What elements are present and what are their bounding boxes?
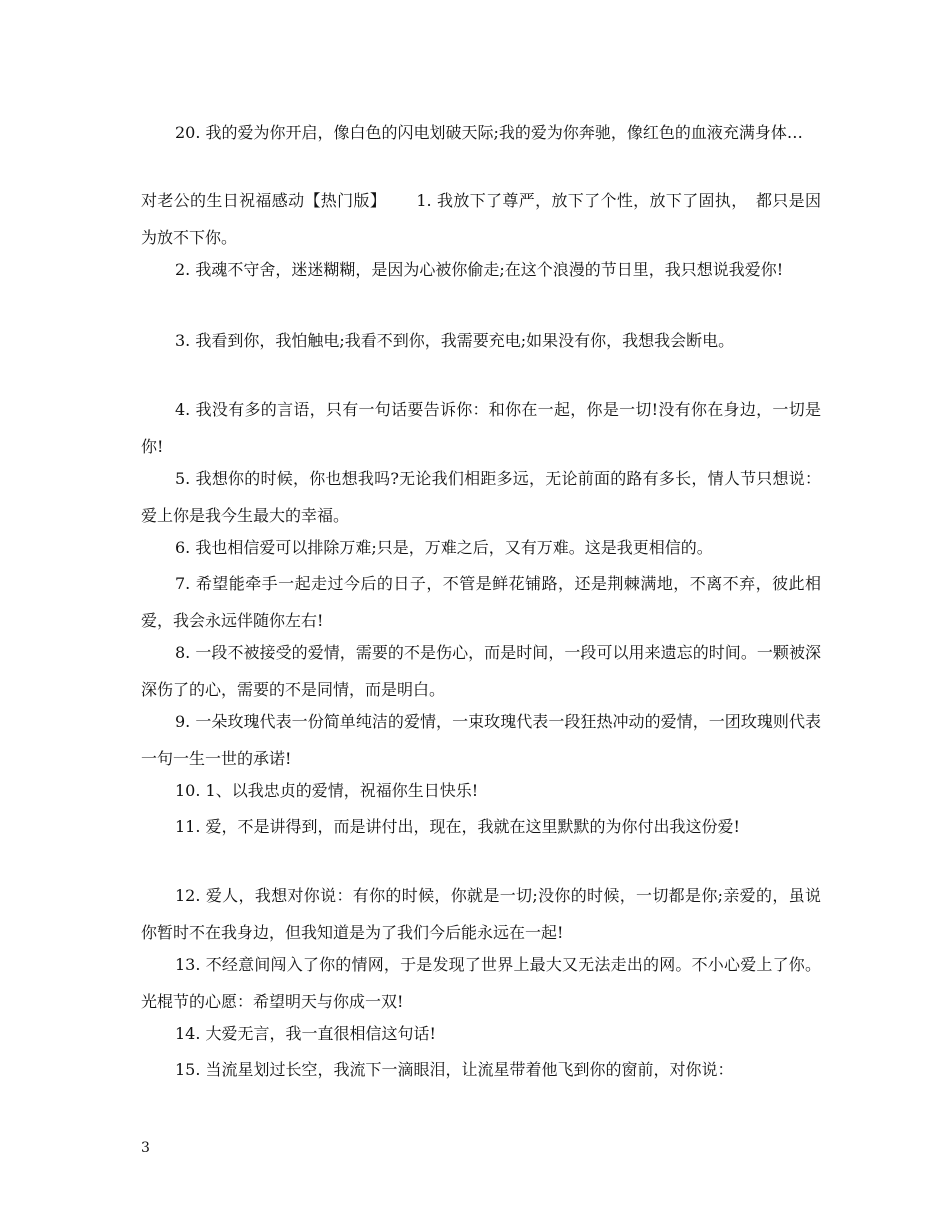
- paragraph-15: 15. 当流星划过长空，我流下一滴眼泪，让流星带着他飞到你的窗前，对你说：: [175, 1060, 734, 1079]
- paragraph-13: 13. 不经意间闯入了你的情网，于是发现了世界上最大又无法走出的网。不小心爱上了你。光棍节的心愿：希望明天与你成一双!: [141, 955, 821, 1011]
- paragraph-12: 12. 爱人，我想对你说：有你的时候，你就是一切;没你的时候，一切都是你;亲爱的，虽说你暂时不在我身边，但我知道是为了我们今后能永远在一起!: [141, 886, 821, 942]
- section-heading-paragraph: 对老公的生日祝福感动【热门版】 1. 我放下了尊严，放下了个性，放下了固执， 都只是因为放不下你。: [141, 191, 821, 247]
- paragraph-11: 11. 爱，不是讲得到，而是讲付出，现在，我就在这里默默的为你付出我这份爱!: [175, 817, 740, 836]
- paragraph-3: 3. 我看到你，我怕触电;我看不到你，我需要充电;如果没有你，我想我会断电。: [175, 331, 735, 350]
- paragraph-8: 8. 一段不被接受的爱情，需要的不是伤心，而是时间，一段可以用来遗忘的时间。一颗被深深伤了的心，需要的不是同情，而是明白。: [141, 643, 821, 699]
- paragraph-20: 20. 我的爱为你开启，像白色的闪电划破天际;我的爱为你奔驰，像红色的血液充满身体…: [175, 123, 803, 142]
- page-number: 3: [141, 1140, 150, 1156]
- paragraph-14: 14. 大爱无言，我一直很相信这句话!: [175, 1024, 436, 1043]
- paragraph-10: 10. 1、以我忠贞的爱情，祝福你生日快乐!: [175, 781, 479, 800]
- paragraph-2: 2. 我魂不守舍，迷迷糊糊，是因为心被你偷走;在这个浪漫的节日里，我只想说我爱你!: [175, 260, 784, 279]
- paragraph-7: 7. 希望能牵手一起走过今后的日子，不管是鲜花铺路，还是荆棘满地，不离不弃，彼此相爱，我会永远伴随你左右!: [141, 574, 821, 630]
- paragraph-9: 9. 一朵玫瑰代表一份简单纯洁的爱情，一束玫瑰代表一段狂热冲动的爱情，一团玫瑰则代表一句一生一世的承诺!: [141, 712, 821, 768]
- paragraph-5: 5. 我想你的时候，你也想我吗?无论我们相距多远，无论前面的路有多长，情人节只想说：爱上你是我今生最大的幸福。: [141, 469, 821, 525]
- paragraph-4: 4. 我没有多的言语，只有一句话要告诉你：和你在一起，你是一切!没有你在身边，一切是你!: [141, 400, 821, 456]
- paragraph-6: 6. 我也相信爱可以排除万难;只是，万难之后，又有万难。这是我更相信的。: [175, 538, 713, 557]
